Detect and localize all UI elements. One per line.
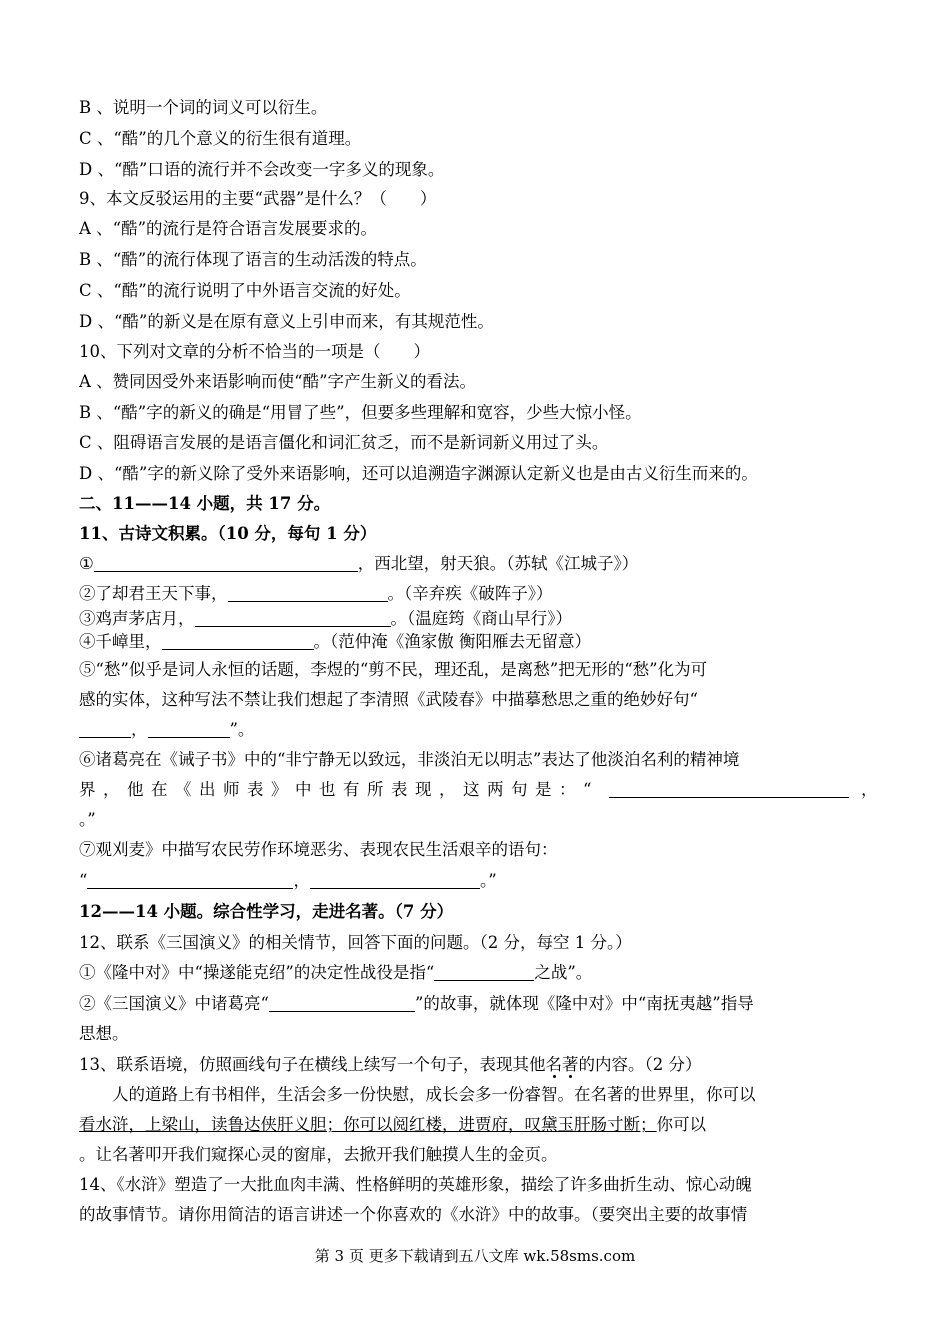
- q11-item-4: [79, 627, 874, 657]
- q10-option-d: D 、“酷”字的新义除了受外来语影响，还可以追溯造字渊源认定新义也是由古义衍生而来的。: [79, 464, 758, 483]
- q13-stem-post: 的内容。（2 分）: [578, 1055, 702, 1074]
- answer-blank[interactable]: [269, 993, 415, 1012]
- q11-item-6-text: 界，他在《出师表》中也有所表现，这两句是：“: [79, 780, 599, 799]
- q11-item-5-line-1: ⑤“愁”似乎是词人永恒的话题，李煜的“剪不民，理还乱，是离愁”把无形的“愁”化为可: [79, 660, 708, 679]
- q12-item-2: [79, 989, 874, 1019]
- q14-line-2: 的故事情节。请你用简洁的语言讲述一个你喜欢的《水浒》中的故事。（要突出主要的故事情: [79, 1205, 748, 1224]
- page-footer: 第 3 页 更多下载请到五八文库 wk.58sms.com: [314, 1247, 636, 1265]
- q11-item-5-line-2: 感的实体，这种写法不禁让我们想起了李清照《武陵春》中描摹愁思之重的绝妙好句“: [79, 690, 698, 709]
- answer-blank[interactable]: [434, 962, 534, 981]
- q11-item-2-pre: ②了却君王天下事，: [79, 584, 228, 603]
- q13-stem: [79, 1050, 874, 1080]
- q13-paragraph-2: [79, 1110, 874, 1140]
- q13-stem-pre: 13、联系语境，仿照画线句子在横线上续写一个句子，表现其他: [79, 1055, 546, 1074]
- q11-item-5-comma: ，: [131, 720, 148, 739]
- q11-item-6-comma: ，: [860, 780, 878, 799]
- section-3-title: 12——14 小题。综合性学习，走进名著。（7 分）: [79, 902, 454, 921]
- answer-blank[interactable]: [79, 719, 131, 738]
- q11-item-4-pre: ④千嶂里，: [79, 632, 162, 651]
- q11-item-3-post: 。（温庭筠《商山早行》）: [390, 609, 572, 628]
- q12-item-2-post: ”的故事，就体现《隆中对》中“南抚夷越”指导: [414, 994, 754, 1013]
- q11-item-7-close: 。”: [479, 871, 497, 890]
- q11-title: 11、古诗文积累。（10 分，每句 1 分）: [79, 524, 377, 543]
- q9-stem: 9、本文反驳运用的主要“武器”是什么？（ ）: [79, 189, 437, 208]
- q11-item-1-num: ①: [79, 554, 94, 573]
- q9-option-a: A 、“酷”的流行是符合语言发展要求的。: [79, 219, 378, 238]
- answer-blank[interactable]: [228, 583, 388, 602]
- q10-stem: 10、下列对文章的分析不恰当的一项是（ ）: [79, 342, 430, 361]
- q10-option-c: C 、阻碍语言发展的是语言僵化和词汇贫乏，而不是新词新义用过了头。: [79, 433, 609, 452]
- q12-item-2-pre: ②《三国演义》中诸葛亮“: [79, 994, 269, 1013]
- q12-stem: 12、联系《三国演义》的相关情节，回答下面的问题。（2 分，每空 1 分。）: [79, 933, 632, 952]
- answer-blank[interactable]: [94, 553, 358, 572]
- q11-item-7-open: “: [79, 871, 88, 890]
- q12-item-1: [79, 958, 874, 988]
- q11-item-6-line-3: 。”: [79, 810, 96, 829]
- q11-item-5-line-3: [79, 715, 874, 745]
- q11-item-3-pre: ③鸡声茅店月，: [79, 609, 195, 628]
- answer-blank[interactable]: [195, 608, 391, 627]
- q11-item-1-text: ，西北望，射天狼。（苏轼《江城子》）: [357, 554, 639, 573]
- q11-item-5-end: ”。: [229, 720, 255, 739]
- q10-option-a: A 、赞同因受外来语影响而使“酷”字产生新义的看法。: [79, 372, 477, 391]
- answer-blank[interactable]: [162, 631, 314, 650]
- answer-blank[interactable]: [609, 779, 849, 798]
- q8-option-b: B 、说明一个词的词义可以衍生。: [79, 98, 328, 117]
- q13-paragraph-3: 。让名著叩开我们窥探心灵的窗扉，去掀开我们触摸人生的金页。: [79, 1145, 558, 1164]
- q8-option-c: C 、“酷”的几个意义的衍生很有道理。: [79, 129, 362, 148]
- q12-item-2-line-2: 思想。: [79, 1024, 129, 1043]
- q11-item-1: [79, 549, 874, 579]
- q10-option-b: B 、“酷”字的新义的确是“用冒了些”，但要多些理解和宽容，少些大惊小怪。: [79, 403, 642, 422]
- q11-item-7-line-1: ⑦观刈麦》中描写农民劳作环境恶劣、表现农民生活艰辛的语句：: [79, 840, 558, 859]
- q11-item-7-comma: ，: [293, 871, 310, 890]
- q12-item-1-pre: ①《隆中对》中“操遂能克绍”的决定性战役是指“: [79, 963, 435, 982]
- q13-underlined-sentence: 看水浒，上梁山，读鲁达侠肝义胆；你可以阅红楼，进贾府，叹黛玉肝肠寸断；: [79, 1115, 657, 1134]
- q12-item-1-post: 之战”。: [534, 963, 593, 982]
- answer-blank[interactable]: [87, 870, 293, 889]
- answer-blank[interactable]: [148, 719, 230, 738]
- emphasis-char: 名: [545, 1055, 562, 1074]
- section-2-title: 二、11——14 小题，共 17 分。: [79, 494, 331, 513]
- q11-item-6-line-2: [79, 775, 878, 805]
- q13-paragraph-1: 人的道路上有书相伴，生活会多一份快慰，成长会多一份睿智。在名著的世界里，你可以: [112, 1085, 756, 1104]
- answer-blank[interactable]: [310, 870, 480, 889]
- q11-item-6-line-1: ⑥诸葛亮在《诫子书》中的“非宁静无以致远，非淡泊无以明志”表达了他淡泊名利的精神境: [79, 750, 740, 769]
- q9-option-b: B 、“酷”的流行体现了语言的生动活泼的特点。: [79, 250, 427, 269]
- q13-paragraph-2-end: 你可以: [656, 1115, 706, 1134]
- q11-item-4-post: 。（范仲淹《渔家傲 衡阳雁去无留意）: [313, 632, 591, 651]
- q8-option-d: D 、“酷”口语的流行并不会改变一字多义的现象。: [79, 160, 445, 179]
- emphasis-char: 著: [562, 1055, 579, 1074]
- q9-option-d: D 、“酷”的新义是在原有意义上引申而来，有其规范性。: [79, 312, 494, 331]
- q11-item-7-line-2: [79, 866, 874, 896]
- q11-item-2-post: 。（辛弃疾《破阵子》）: [387, 584, 553, 603]
- q9-option-c: C 、“酷”的流行说明了中外语言交流的好处。: [79, 281, 411, 300]
- q14-line-1: 14、《水浒》塑造了一大批血肉丰满、性格鲜明的英雄形象，描绘了许多曲折生动、惊心动魄: [79, 1175, 752, 1194]
